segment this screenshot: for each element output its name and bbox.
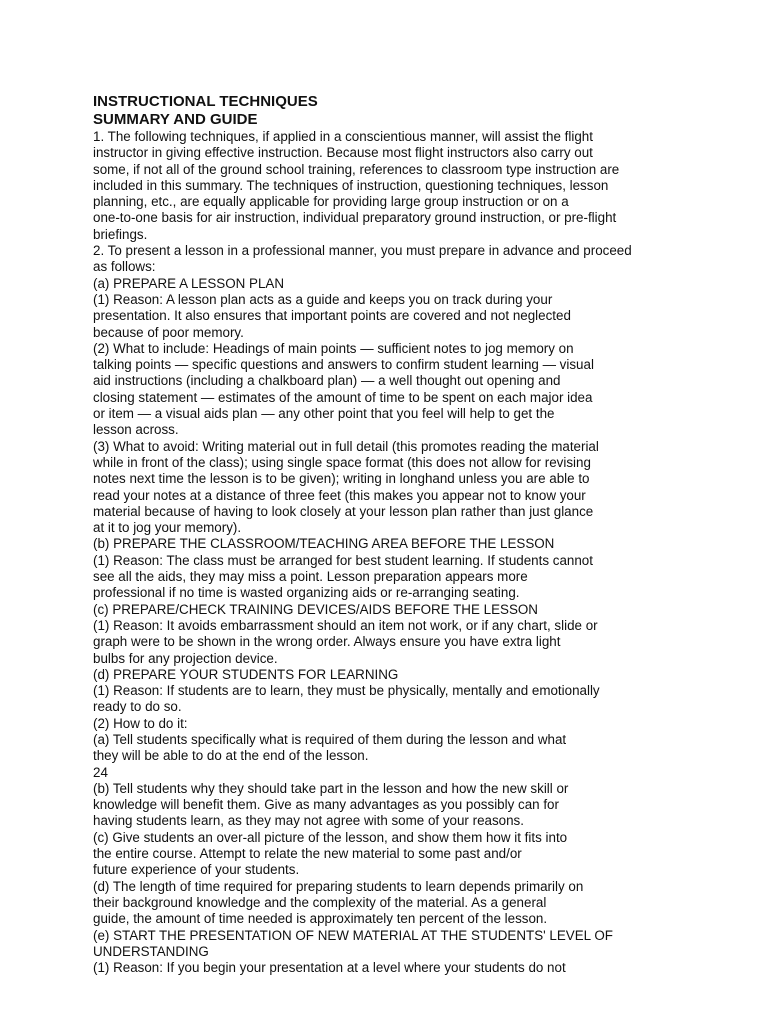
text-line: planning, etc., are equally applicable for providing large group instruction or on a xyxy=(93,194,569,210)
text-line: 24 xyxy=(93,764,108,780)
text-line: ready to do so. xyxy=(93,699,182,715)
text-line: or item — a visual aids plan — any other point that you feel will help to get the xyxy=(93,406,555,422)
text-line: future experience of your students. xyxy=(93,862,300,878)
text-line: (1) Reason: A lesson plan acts as a guide and keeps you on track during your xyxy=(93,291,553,307)
text-line: instructor in giving effective instruction. Because most flight instructors also carry out xyxy=(93,145,593,161)
document-page xyxy=(93,93,753,976)
text-line: one-to-one basis for air instruction, individual preparatory ground instruction, or pre-flight xyxy=(93,210,617,226)
text-line: the entire course. Attempt to relate the new material to some past and/or xyxy=(93,846,522,862)
text-line: some, if not all of the ground school training, references to classroom type instruction are xyxy=(93,161,620,177)
text-line: because of poor memory. xyxy=(93,324,244,340)
text-line: closing statement — estimates of the amount of time to be spent on each major idea xyxy=(93,389,593,405)
text-line: (d) PREPARE YOUR STUDENTS FOR LEARNING xyxy=(93,666,399,682)
text-line: talking points — specific questions and answers to confirm student learning — visual xyxy=(93,357,594,373)
text-line: read your notes at a distance of three feet (this makes you appear not to know your xyxy=(93,487,586,503)
text-line: notes next time the lesson is to be given); writing in longhand unless you are able to xyxy=(93,471,590,487)
text-line: graph were to be shown in the wrong order. Always ensure you have extra light xyxy=(93,634,561,650)
text-line: (2) How to do it: xyxy=(93,715,188,731)
text-line: they will be able to do at the end of the lesson. xyxy=(93,748,369,764)
text-line: lesson across. xyxy=(93,422,179,438)
text-line: as follows: xyxy=(93,259,156,275)
text-line: (3) What to avoid: Writing material out in full detail (this promotes reading the material xyxy=(93,438,599,454)
document-body xyxy=(93,129,753,976)
text-line: (c) PREPARE/CHECK TRAINING DEVICES/AIDS BEFORE THE LESSON xyxy=(93,601,538,617)
text-line: (a) Tell students specifically what is required of them during the lesson and what xyxy=(93,731,567,747)
text-line: (c) Give students an over-all picture of the lesson, and show them how it fits into xyxy=(93,829,568,845)
text-line: while in front of the class); using single space format (this does not allow for revising xyxy=(93,454,591,470)
text-line: (a) PREPARE A LESSON PLAN xyxy=(93,275,285,291)
text-line: (1) Reason: The class must be arranged for best student learning. If students cannot xyxy=(93,552,593,568)
text-line: (2) What to include: Headings of main points — sufficient notes to jog memory on xyxy=(93,340,574,356)
document-title: INSTRUCTIONAL TECHNIQUES xyxy=(93,93,318,110)
text-line: (b) PREPARE THE CLASSROOM/TEACHING AREA BEFORE THE LESSON xyxy=(93,536,555,552)
text-line: UNDERSTANDING xyxy=(93,943,209,959)
text-line: aid instructions (including a chalkboard plan) — a well thought out opening and xyxy=(93,373,561,389)
text-line: guide, the amount of time needed is approximately ten percent of the lesson. xyxy=(93,911,548,927)
text-line: presentation. It also ensures that important points are covered and not neglected xyxy=(93,308,571,324)
document-subtitle: SUMMARY AND GUIDE xyxy=(93,111,258,128)
text-line: professional if no time is wasted organizing aids or re-arranging seating. xyxy=(93,585,520,601)
text-line: bulbs for any projection device. xyxy=(93,650,278,666)
text-line: having students learn, as they may not agree with some of your reasons. xyxy=(93,813,524,829)
text-line: 2. To present a lesson in a professional manner, you must prepare in advance and proceed xyxy=(93,243,632,259)
text-line: (1) Reason: If you begin your presentation at a level where your students do not xyxy=(93,960,566,976)
text-line: knowledge will benefit them. Give as many advantages as you possibly can for xyxy=(93,797,559,813)
text-line: (b) Tell students why they should take part in the lesson and how the new skill or xyxy=(93,780,569,796)
text-line: (d) The length of time required for preparing students to learn depends primarily on xyxy=(93,878,584,894)
text-line: their background knowledge and the complexity of the material. As a general xyxy=(93,894,547,910)
text-line: see all the aids, they may miss a point. Lesson preparation appears more xyxy=(93,569,528,585)
text-line: (1) Reason: If students are to learn, they must be physically, mentally and emotionally xyxy=(93,683,600,699)
text-line: at it to jog your memory). xyxy=(93,520,242,536)
text-line: (1) Reason: It avoids embarrassment should an item not work, or if any chart, slide or xyxy=(93,617,598,633)
text-line: briefings. xyxy=(93,226,148,242)
text-line: material because of having to look closely at your lesson plan rather than just glance xyxy=(93,503,594,519)
text-line: included in this summary. The techniques of instruction, questioning techniques, lesson xyxy=(93,177,609,193)
text-line: 1. The following techniques, if applied in a conscientious manner, will assist the flight xyxy=(93,129,593,144)
text-line: (e) START THE PRESENTATION OF NEW MATERIAL AT THE STUDENTS' LEVEL OF xyxy=(93,927,613,943)
